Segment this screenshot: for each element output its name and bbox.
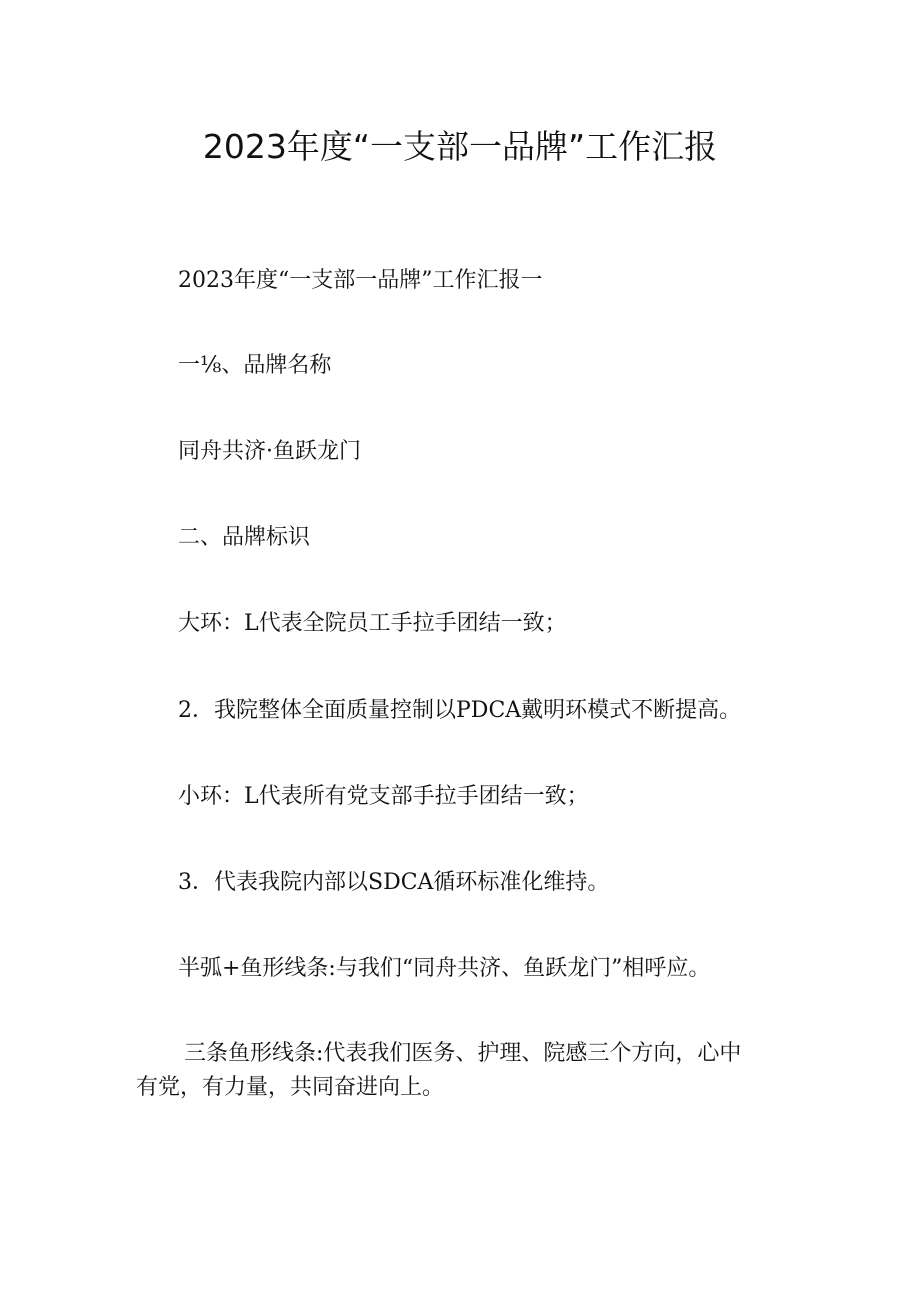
paragraph-fish-lines <box>136 1037 786 1105</box>
document-title: 2023年度“一支部一品牌”工作汇报 <box>202 127 718 166</box>
section-heading-brand-logo: 二、品牌标识 <box>178 525 311 550</box>
paragraph-big-ring: 大环：L代表全院员工手拉手团结一致； <box>178 611 567 636</box>
report-subtitle: 2023年度“一支部一品牌”工作汇报一 <box>178 268 543 293</box>
paragraph-fish-lines-line1: 三条鱼形线条:代表我们医务、护理、院感三个方向，心中 <box>184 1041 742 1066</box>
paragraph-sdca: 3．代表我院内部以SDCA循环标准化维持。 <box>178 870 610 895</box>
brand-name-text: 同舟共济·鱼跃龙门 <box>178 439 361 464</box>
paragraph-fish-lines-line2: 有党，有力量，共同奋进向上。 <box>136 1075 445 1100</box>
paragraph-pdca: 2．我院整体全面质量控制以PDCA戴明环模式不断提高。 <box>178 698 742 723</box>
section-heading-brand-name: 一⅛、品牌名称 <box>178 353 332 378</box>
paragraph-small-ring: 小环：L代表所有党支部手拉手团结一致； <box>178 784 589 809</box>
paragraph-half-arc: 半弧+鱼形线条:与我们“同舟共济、鱼跃龙门”相呼应。 <box>178 956 711 981</box>
